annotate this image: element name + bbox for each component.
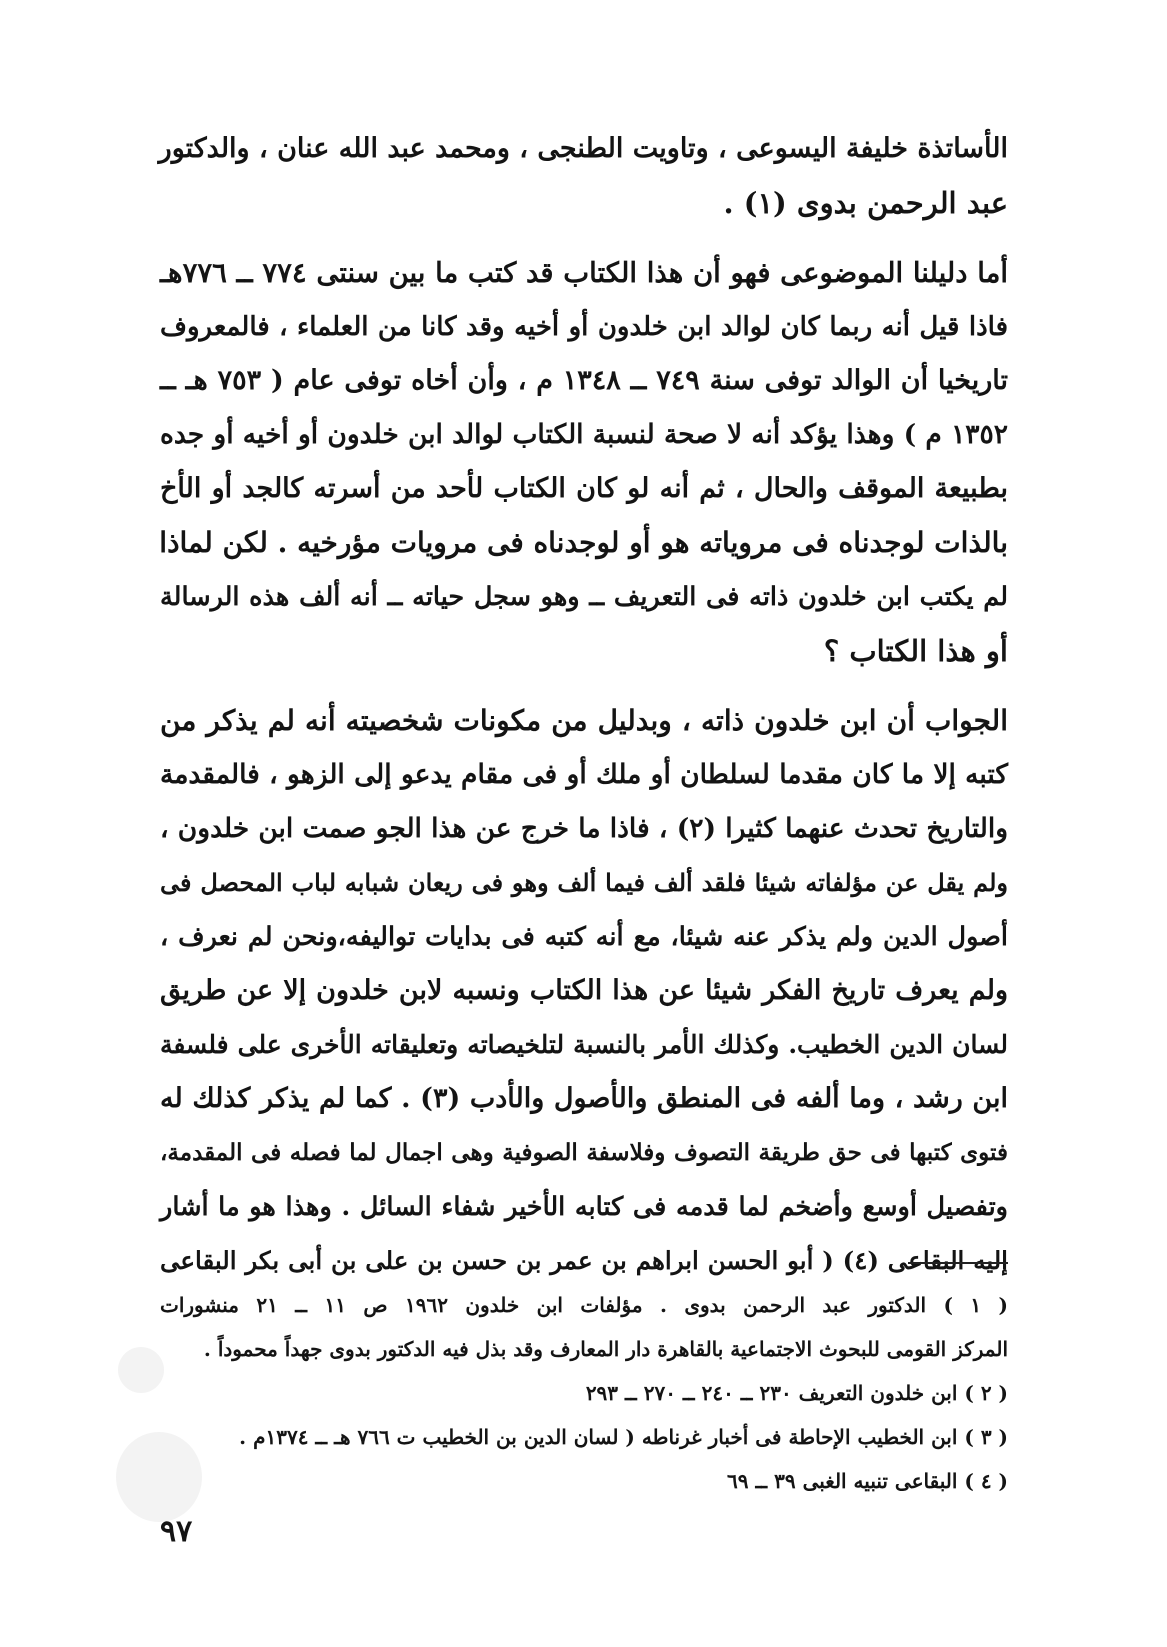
paragraph-1 xyxy=(160,122,1008,230)
text-line: الأساتذة خليفة اليسوعى ، وتاويت الطنجى ، ومحمد عبد الله عنان ، والدكتور xyxy=(158,133,1008,164)
paragraph-2 xyxy=(160,246,1008,678)
footnote-2: ( ٢ ) ابن خلدون التعريف ٢٣٠ ــ ٢٤٠ ــ ٢٧٠ ــ ٢٩٣ xyxy=(585,1381,1008,1405)
footnote-4: ( ٤ ) البقاعى تنبيه الغبى ٣٩ ــ ٦٩ xyxy=(727,1469,1008,1493)
text-line: والتاريخ تحدث عنهما كثيرا (٢) ، فاذا ما خرج عن هذا الجو صمت ابن خلدون ، xyxy=(160,813,1009,844)
text-line: عبد الرحمن بدوى (١) . xyxy=(723,186,1008,220)
footnotes xyxy=(160,1283,1008,1503)
text-line: أصول الدين ولم يذكر عنه شيئا، مع أنه كتبه فى بدايات تواليفه،ونحن لم نعرف ، xyxy=(160,922,1008,952)
page-number: ٩٧ xyxy=(160,1514,193,1549)
text-line: أما دليلنا الموضوعى فهو أن هذا الكتاب قد كتب ما بين سنتى ٧٧٤ ــ ٧٧٦هـ xyxy=(160,257,1008,289)
text-line: تاريخيا أن الوالد توفى سنة ٧٤٩ ــ ١٣٤٨ م ، وأن أخاه توفى عام ( ٧٥٣ هـ ــ xyxy=(160,365,1009,396)
text-line: لسان الدين الخطيب. وكذلك الأمر بالنسبة لتلخيصاته وتعليقاته الأخرى على فلسفة xyxy=(160,1030,1008,1059)
text-line: ابن رشد ، وما ألفه فى المنطق والأصول والأدب (٣) . كما لم يذكر كذلك له xyxy=(160,1083,1009,1114)
paragraph-3 xyxy=(160,694,1008,1288)
text-line: بالذات لوجدناه فى مروياته هو أو لوجدناه فى مرويات مؤرخيه . لكن لماذا xyxy=(159,526,1008,559)
footnote-1: ( ١ ) الدكتور عبد الرحمن بدوى . مؤلفات ابن خلدون ١٩٦٢ ص ١١ ــ ٢١ منشورات xyxy=(160,1293,1008,1317)
footnote-3: ( ٣ ) ابن الخطيب الإحاطة فى أخبار غرناطه ( لسان الدين بن الخطيب ت ٧٦٦ هـ ــ ١٣٧٤م . xyxy=(239,1425,1008,1449)
text-line: أو هذا الكتاب ؟ xyxy=(823,634,1008,668)
text-line: بطبيعة الموقف والحال ، ثم أنه لو كان الكتاب لأحد من أسرته كالجد أو الأخ xyxy=(160,473,1008,504)
footnote-separator xyxy=(908,1262,1008,1264)
text-line: فتوى كتبها فى حق طريقة التصوف وفلاسفة الصوفية وهى اجمال لما فصله فى المقدمة، xyxy=(160,1139,1008,1166)
scan-smudge xyxy=(118,1347,164,1393)
text-line: كتبه إلا ما كان مقدما لسلطان أو ملك أو فى مقام يدعو إلى الزهو ، فالمقدمة xyxy=(160,759,1008,790)
text-line: ولم يعرف تاريخ الفكر شيئا عن هذا الكتاب ونسبه لابن خلدون إلا عن طريق xyxy=(160,975,1008,1006)
body-text xyxy=(160,122,1008,1288)
text-line: وتفصيل أوسع وأضخم لما قدمه فى كتابه الأخير شفاء السائل . وهذا هو ما أشار xyxy=(160,1192,1008,1222)
text-line: إليه البقاعى (٤) ( أبو الحسن ابراهم بن عمر بن حسن بن على بن أبى بكر البقاعى xyxy=(160,1246,1008,1275)
text-line: لم يكتب ابن خلدون ذاته فى التعريف ــ وهو سجل حياته ــ أنه ألف هذه الرسالة xyxy=(160,582,1008,612)
text-line: ١٣٥٢ م ) وهذا يؤكد أنه لا صحة لنسبة الكتاب لوالد ابن خلدون أو أخيه أو جده xyxy=(160,419,1008,450)
footnote-1-continuation: المركز القومى للبحوث الاجتماعية بالقاهرة دار المعارف وقد بذل فيه الدكتور بدوى جهداً محموداً . xyxy=(203,1337,1008,1361)
text-line: فاذا قيل أنه ربما كان لوالد ابن خلدون أو أخيه وقد كانا من العلماء ، فالمعروف xyxy=(160,312,1008,342)
text-line: ولم يقل عن مؤلفاته شيئا فلقد ألف فيما ألف وهو فى ريعان شبابه لباب المحصل فى xyxy=(160,868,1008,897)
scan-smudge xyxy=(116,1432,202,1522)
text-line: الجواب أن ابن خلدون ذاته ، وبدليل من مكونات شخصيته أنه لم يذكر من xyxy=(160,704,1008,737)
